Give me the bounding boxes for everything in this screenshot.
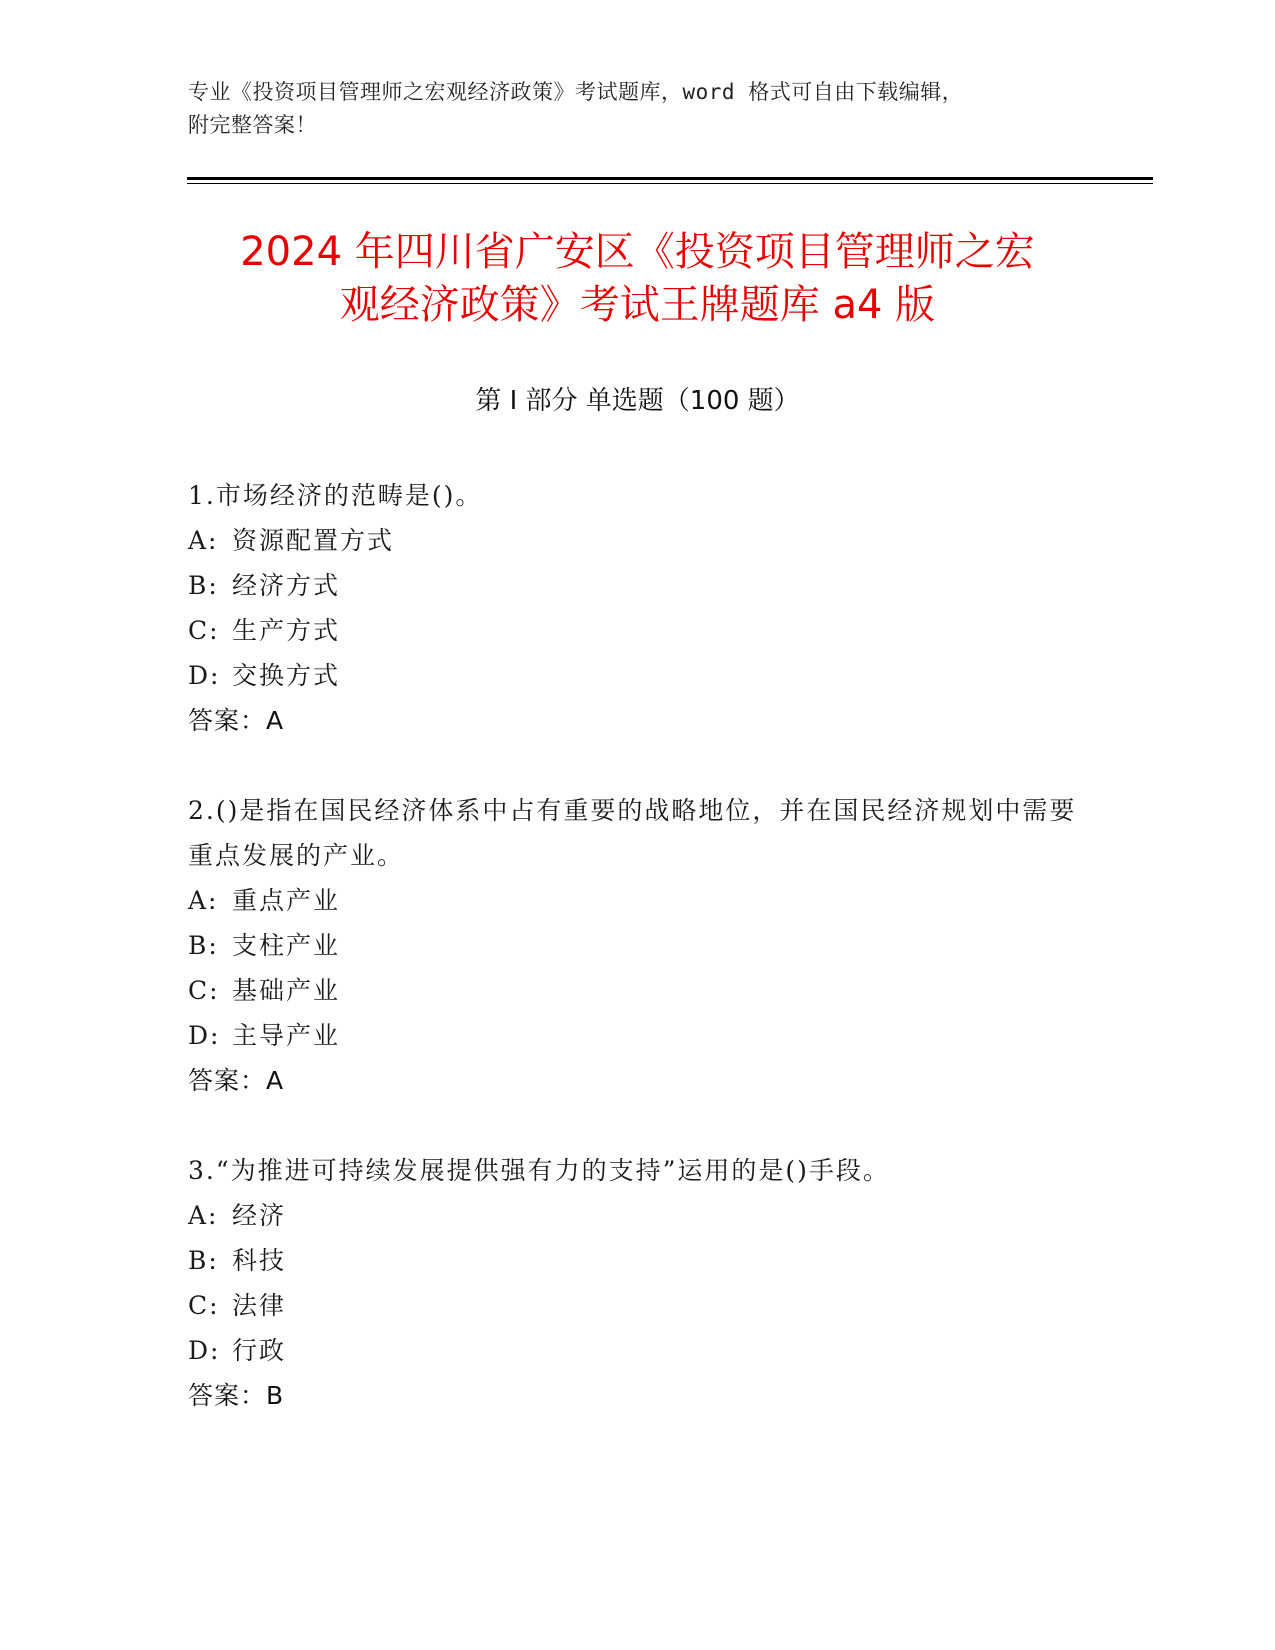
option-b [188,563,1088,608]
question-item [188,788,1088,1103]
option-key: A: [188,526,219,555]
option-text: 行政 [232,1336,287,1365]
option-text: 重点产业 [232,886,341,915]
question-item [188,1148,1088,1418]
option-a [188,1193,1088,1238]
document-title-line: 观经济政策》考试王牌题库 a4 版 [339,282,936,328]
document-title-line: 2024 年四川省广安区《投资项目管理师之宏 [240,229,1035,275]
option-text: 生产方式 [232,616,341,645]
section-title: 第 I 部分 单选题（100 题） [475,386,800,416]
answer-line: 答案：B [188,1381,285,1410]
header-divider-thin [187,183,1153,184]
option-key: B: [188,1246,219,1275]
option-d [188,653,1088,698]
option-a [188,518,1088,563]
option-c [188,968,1088,1013]
option-text: 基础产业 [232,976,341,1005]
option-key: D: [188,1021,221,1050]
answer-line: 答案：A [188,706,285,735]
option-b [188,1238,1088,1283]
question-stem: 3.“为推进可持续发展提供强有力的支持”运用的是()手段。 [188,1156,890,1185]
option-text: 经济方式 [232,571,341,600]
option-text: 科技 [232,1246,287,1275]
option-c [188,608,1088,653]
question-item [188,473,1088,743]
option-key: C: [188,976,220,1005]
header-note [188,76,1068,142]
header-note-line: 附完整答案！ [188,113,317,137]
option-text: 法律 [232,1291,287,1320]
option-c [188,1283,1088,1328]
option-a [188,878,1088,923]
answer-line: 答案：A [188,1066,285,1095]
option-text: 支柱产业 [232,931,341,960]
option-text: 主导产业 [232,1021,341,1050]
option-b [188,923,1088,968]
option-text: 资源配置方式 [232,526,395,555]
option-d [188,1328,1088,1373]
option-key: D: [188,1336,221,1365]
option-text: 交换方式 [232,661,341,690]
option-key: B: [188,571,219,600]
option-text: 经济 [232,1201,287,1230]
question-stem: 2.()是指在国民经济体系中占有重要的战略地位，并在国民经济规划中需要重点发展的产业。 [188,796,1077,870]
option-key: A: [188,1201,219,1230]
option-key: C: [188,1291,220,1320]
option-d [188,1013,1088,1058]
header-note-line: 专业《投资项目管理师之宏观经济政策》考试题库，word 格式可自由下载编辑， [188,80,964,104]
header-divider-thick [187,177,1153,180]
document-title [150,226,1125,332]
option-key: D: [188,661,221,690]
option-key: C: [188,616,220,645]
question-list [188,473,1088,1463]
option-key: B: [188,931,219,960]
question-stem: 1.市场经济的范畴是()。 [188,481,483,510]
option-key: A: [188,886,219,915]
